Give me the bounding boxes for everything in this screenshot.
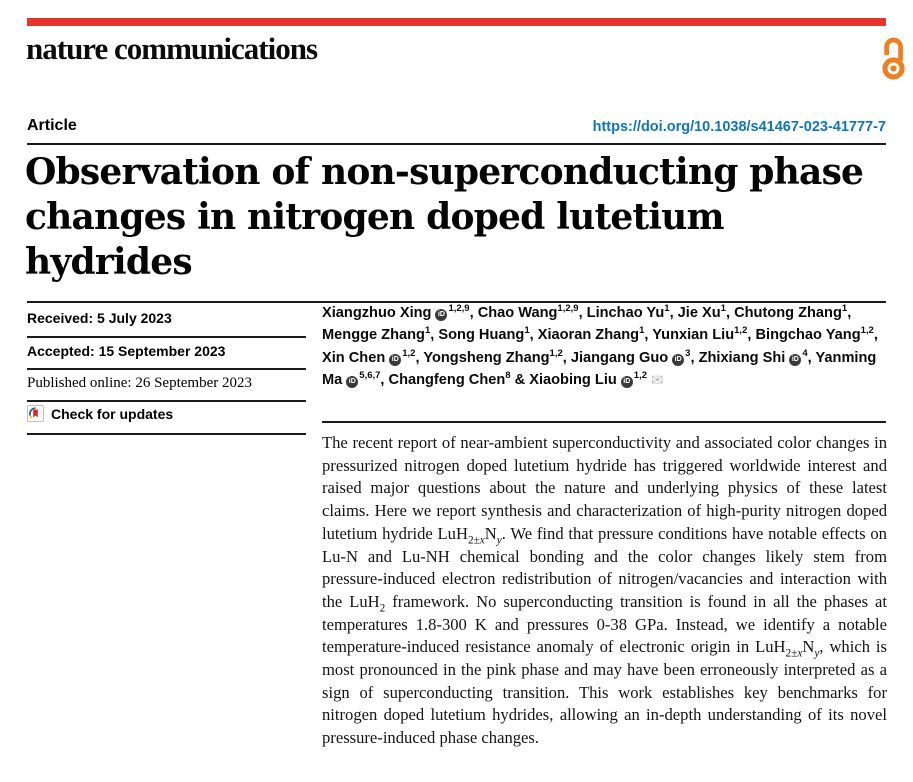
orcid-icon[interactable]: iD xyxy=(789,354,801,366)
published-date: Published online: 26 September 2023 xyxy=(27,375,252,391)
affiliation-superscript: 1 xyxy=(524,325,530,337)
crossmark-icon xyxy=(27,405,44,422)
affiliation-superscript: 1 xyxy=(664,303,670,315)
author: Yanming Ma iD$^{5,6,7}$ xyxy=(322,349,877,389)
author: Chao Wang$^{1,2,9}$ xyxy=(477,303,579,321)
author: Yunxian Liu$^{1,2}$ xyxy=(652,325,748,344)
abstract-text: The recent report of near-ambient superconductivity and associated color changes in pressurized nitrogen doped lutetium hydride has triggered worldwide interest and raised major questions about the nature and underlying physics of these latest claims. Here we report synthesis and characterization of high-purity nitrogen doped lutetium hydride $LuH_{2\pm x}N_y$. We find that pressure conditions have notable effects on Lu-N and Lu-NH chemical bonding and the color changes likely stem from pressure-induced electron redistribution of nitrogen/vacancies and interaction with the LuH$_2$ framework. No superconducting transition is found in all the phases at temperatures 1.8-300 K and pressures 0-38 GPa. Instead, we identify a notable temperature-induced resistance anomaly of electronic origin in $LuH_{2\pm x}N_y$, which is most pronounced in the pink phase and may have been erroneously interpreted as a sign of superconducting transition. This work establishes key benchmarks for nitrogen doped lutetium hydrides, allowing an in-depth understanding of its novel pressure-induced phase changes. xyxy=(322,433,887,748)
author: Song Huang$^1$ xyxy=(438,325,530,344)
brand-bar xyxy=(27,18,886,26)
author-list: Xiangzhuo Xing iD$^{1,2,9}$, Chao Wang$^{1,2,9}$, Linchao Yu$^1$, Jie Xu$^1$, Chutong Zhang$^1$, Mengge Zhang$^1$, Song Huang$^1$, Xiaoran Zhang$^1$, Yunxian Liu$^{1,2}$, Bingchao Yang$^{1,2}$, Xin Chen iD$^{1,2}$, Yongsheng Zhang$^{1,2}$, Jiangang Guo $iD^3$, Zhixiang Shi $iD^4$, Yanming Ma iD$^{5,6,7}$, Changfeng Chen$^8$ & Xiaobing Liu iD$^{1,2}$ ✉ xyxy=(322,303,878,390)
author: Jiangang Guo $iD^3$ xyxy=(570,347,691,366)
author: Xin Chen iD$^{1,2}$ xyxy=(322,347,416,366)
page-title: Observation of non-superconducting phase changes in nitrogen doped lutetium hydrides xyxy=(25,151,864,283)
author: Zhixiang Shi $iD^4$ xyxy=(698,347,808,366)
abstract-rule xyxy=(322,421,886,423)
affiliation-superscript: 1 xyxy=(639,325,645,337)
affiliation-superscript: 1,2,9 xyxy=(557,303,579,315)
author: Yongsheng Zhang$^{1,2}$ xyxy=(423,347,563,366)
article-label: Article xyxy=(27,117,77,134)
orcid-icon[interactable]: iD xyxy=(435,309,447,321)
check-for-updates-button[interactable] xyxy=(27,405,173,422)
affiliation-superscript: 1 xyxy=(841,303,848,315)
check-for-updates-label: Check for updates xyxy=(51,405,174,422)
orcid-icon[interactable]: iD xyxy=(346,376,358,388)
orcid-icon[interactable]: iD xyxy=(672,354,684,366)
affiliation-superscript: 1 xyxy=(424,325,431,337)
affiliation-superscript: 1,2 xyxy=(860,325,874,337)
orcid-icon[interactable]: iD xyxy=(389,354,401,366)
author: Mengge Zhang$^1$ xyxy=(322,325,431,344)
meta-divider xyxy=(27,336,306,338)
affiliation-superscript: 1,2 xyxy=(402,347,416,359)
affiliation-superscript: 1 xyxy=(720,303,726,315)
orcid-icon[interactable]: iD xyxy=(621,376,633,388)
author: Xiaoran Zhang$^1$ xyxy=(537,325,645,344)
affiliation-superscript: 3 xyxy=(685,347,691,359)
affiliation-superscript: 1,2 xyxy=(734,325,748,337)
author: Xiangzhuo Xing iD$^{1,2,9}$ xyxy=(322,303,470,321)
author: Chutong Zhang$^1$ xyxy=(734,303,848,321)
author: Linchao Yu$^1$ xyxy=(586,303,670,321)
author: Jie Xu$^1$ xyxy=(677,303,726,321)
header-rule xyxy=(27,143,886,145)
meta-divider xyxy=(27,368,306,370)
envelope-icon[interactable]: ✉ xyxy=(651,371,664,390)
received-date: Received: 5 July 2023 xyxy=(27,310,172,326)
affiliation-superscript: 1,2,9 xyxy=(448,303,470,315)
author: Xiaobing Liu iD$^{1,2}$ ✉ xyxy=(529,370,664,390)
affiliation-superscript: 4 xyxy=(802,347,808,359)
affiliation-superscript: 5,6,7 xyxy=(359,370,381,382)
affiliation-superscript: 1,2 xyxy=(549,347,563,359)
doi-link[interactable]: https://doi.org/10.1038/s41467-023-41777-7 xyxy=(592,119,886,135)
accepted-date: Accepted: 15 September 2023 xyxy=(27,343,226,359)
meta-divider xyxy=(27,400,306,402)
author: Bingchao Yang$^{1,2}$ xyxy=(755,325,874,344)
journal-logo: nature communications xyxy=(26,31,318,66)
affiliation-superscript: 8 xyxy=(505,370,511,382)
affiliation-superscript: 1,2 xyxy=(633,370,648,382)
open-access-icon[interactable] xyxy=(877,33,910,81)
meta-divider xyxy=(27,433,306,435)
author: Changfeng Chen$^8$ xyxy=(388,370,511,389)
